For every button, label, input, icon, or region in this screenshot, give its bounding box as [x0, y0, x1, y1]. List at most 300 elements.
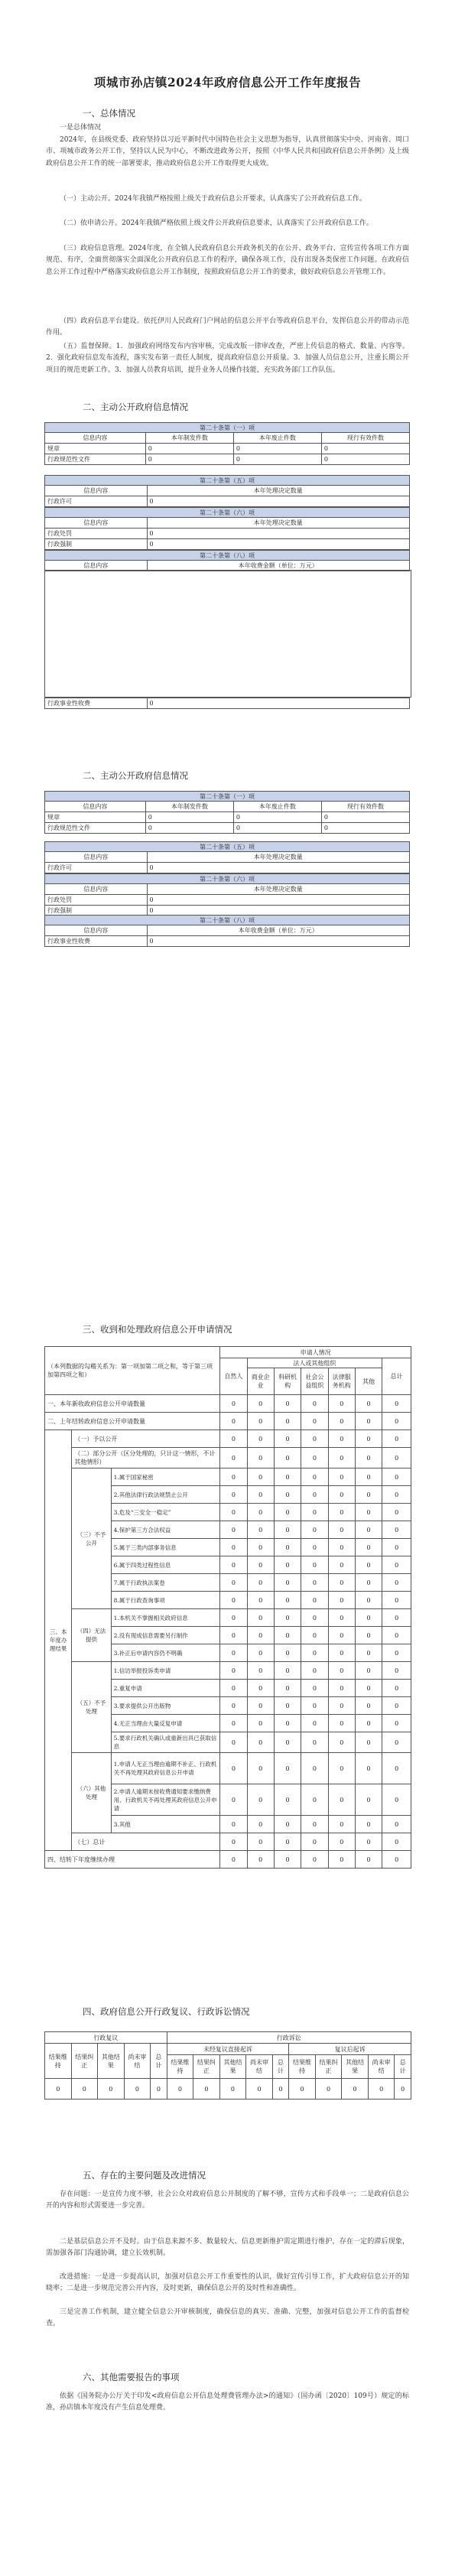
disclosure-table-permits-2: [44, 841, 410, 873]
cell: 0: [220, 1680, 247, 1697]
table-row: [45, 1662, 411, 1680]
cell: 0: [145, 454, 233, 465]
cell: 0: [382, 1816, 411, 1833]
cell: 0: [233, 444, 321, 454]
cell: 0: [247, 1469, 274, 1486]
cell: 0: [147, 539, 409, 550]
col-header: 信息内容: [45, 802, 146, 812]
section1-heading: 一、总体情况: [83, 108, 135, 119]
cell: 0: [328, 1784, 355, 1816]
table-band: 第二十条第（六）项: [45, 508, 410, 518]
cell: 0: [247, 1448, 274, 1469]
section1-para-2: （一）主动公开。2024年我镇严格按照上级关于政府信息公开要求，认真落实了公开政府信息工作。: [60, 195, 366, 203]
cell: 0: [274, 1680, 301, 1697]
table-band: 第二十条第（六）项: [45, 874, 410, 884]
cell: 0: [220, 1539, 247, 1556]
table-caption: （本列数据的勾稽关系为：第一项加第二项之和，等于第三项加第四项之和）: [45, 1347, 220, 1395]
cell: 0: [220, 1627, 247, 1644]
cell: 0: [220, 1395, 247, 1413]
cell: 0: [247, 1556, 274, 1574]
group-label: （六）其他处理: [72, 1753, 111, 1833]
row-label: 3.补正后申请内容仍不明确: [111, 1644, 220, 1662]
cell: 0: [246, 2079, 273, 2100]
disclosure-table-fees-2: [44, 915, 410, 947]
cell: 0: [247, 1486, 274, 1504]
cell: 0: [355, 1395, 382, 1413]
cell: 0: [355, 1851, 382, 1869]
cell: 0: [355, 1469, 382, 1486]
row-label: 行政事业性收费: [45, 698, 148, 709]
section6-heading: 六、其他需要报告的事项: [83, 2372, 180, 2382]
cell: 0: [355, 1753, 382, 1784]
cell: 0: [301, 1395, 328, 1413]
cell: 0: [355, 1784, 382, 1816]
col-header: 结果维持: [289, 2055, 316, 2079]
col-header: 本年收费金额（单位：万元）: [147, 561, 409, 571]
row-label: 四、结转下年度继续办理: [45, 1851, 220, 1869]
cell: 0: [328, 1469, 355, 1486]
cell: 0: [355, 1816, 382, 1833]
col-header: 信息内容: [45, 518, 148, 529]
cell: 0: [220, 1697, 247, 1715]
cell: 0: [301, 1680, 328, 1697]
disclosure-table-fees-row: [44, 698, 410, 709]
cell: 0: [247, 1627, 274, 1644]
cell: 0: [274, 1556, 301, 1574]
table-row: [45, 1413, 411, 1430]
cell: 0: [301, 1627, 328, 1644]
cell: 0: [145, 812, 233, 823]
cell: 0: [382, 1486, 411, 1504]
cell: 0: [45, 2079, 72, 2100]
cell: 0: [301, 1662, 328, 1680]
row-label: 3.危及“三安全一稳定”: [111, 1504, 220, 1521]
col-header: 其他结果: [342, 2055, 369, 2079]
cell: 0: [145, 823, 233, 834]
cell: 0: [220, 1851, 247, 1869]
cell: 0: [301, 1448, 328, 1469]
cell: 0: [355, 1662, 382, 1680]
cell: 0: [247, 1592, 274, 1609]
section5-para-1: 二是基层信息公开不及时。由于信息来源不多、数量较大、信息更新维护需定期进行维护，存在一定的滞后现象，需加强各部门沟通协调，建立长效机制。: [46, 2238, 409, 2258]
cell: 0: [274, 1715, 301, 1732]
cell: 0: [193, 2079, 220, 2100]
group-label: （四）无法提供: [72, 1609, 111, 1662]
col-header: 结果纠正: [193, 2055, 220, 2079]
row-label: 5.属于三类内部事务信息: [111, 1539, 220, 1556]
row-label: （二）部分公开（区分处理的，只计这一情形，不计其他情形）: [72, 1448, 220, 1469]
sub-header: 法人或其他组织: [247, 1358, 382, 1368]
col-header: 信息内容: [45, 852, 148, 863]
cell: 0: [274, 1697, 301, 1715]
row-label: 2.其他法律行政法规禁止公开: [111, 1486, 220, 1504]
cell: 0: [301, 1609, 328, 1627]
section2-heading: 二、主动公开政府信息情况: [83, 402, 188, 412]
cell: 0: [382, 1697, 411, 1715]
cell: 0: [274, 1662, 301, 1680]
section1-para-4: （三）政府信息管理。2024年度，在全镇人民政府信息公开政务机关的在公开、政务平台、宣传宣传各项工作方面规范、有序，全面贯彻落实全面深化公开政府信息工作的程序，确保各项工作，没有出现各类保密工作问题。在政府信息公开工作过程中严格落实政府信息公开工作制度，按照政府信息公开工作的要求，做好政府信息公开管理工作。: [46, 245, 409, 276]
cell: 0: [147, 496, 409, 507]
cell: 0: [368, 2079, 395, 2100]
row-label: 3.其他: [111, 1816, 220, 1833]
cell: 0: [301, 1521, 328, 1539]
row-label: （一）予以公开: [72, 1430, 220, 1448]
cell: 0: [328, 1504, 355, 1521]
cell: 0: [220, 1556, 247, 1574]
cell: 0: [315, 2079, 342, 2100]
table-band: 第二十条第（一）项: [45, 792, 410, 802]
disclosure-table-regulations: [44, 422, 410, 465]
blank-area: [44, 570, 411, 698]
col-header: 自然人: [220, 1358, 247, 1395]
row-label: 2.申请人逾期未按收费通知要求缴纳费用、行政机关不再处理其政府信息公开申请: [111, 1784, 220, 1816]
cell: 0: [274, 1448, 301, 1469]
row-label: 行政规范性文件: [45, 454, 146, 465]
results-label: 三、本年度办理结果: [45, 1430, 72, 1851]
row-label: 行政强制: [45, 539, 148, 550]
row-label: 1.信访举报投诉类申请: [111, 1662, 220, 1680]
row-label: （七）总计: [72, 1833, 220, 1851]
cell: 0: [355, 1697, 382, 1715]
cell: 0: [272, 2079, 289, 2100]
col-header: 社会公益组织: [301, 1368, 328, 1395]
cell: 0: [274, 1413, 301, 1430]
col-header: 尚未审结: [246, 2055, 273, 2079]
cell: 0: [98, 2079, 125, 2100]
section1-para-0: 一是总体情况: [60, 124, 102, 132]
col-header: 总计: [395, 2055, 411, 2079]
table-row: [45, 1448, 411, 1469]
row-label: 4.无正当理由大量反复申请: [111, 1715, 220, 1732]
cell: 0: [220, 1609, 247, 1627]
cell: 0: [247, 1816, 274, 1833]
cell: 0: [247, 1732, 274, 1753]
cell: 0: [220, 1753, 247, 1784]
col-header: 本年制发件数: [145, 802, 233, 812]
table-row: [45, 1833, 411, 1851]
review-header: 行政复议: [45, 2032, 167, 2044]
cell: 0: [382, 1574, 411, 1592]
cell: 0: [301, 1732, 328, 1753]
cell: 0: [328, 1753, 355, 1784]
table-band: 第二十条第（八）项: [45, 916, 410, 925]
cell: 0: [328, 1395, 355, 1413]
cell: 0: [220, 1732, 247, 1753]
cell: 0: [382, 1680, 411, 1697]
disclosure-table-regulations-2: [44, 791, 410, 834]
section1-para-6: （五）监督保障。1．加强政府网络发布内容审核，完成改版一律审改查，严密上传信息的格式、数量、内容等。2．强化政府信息发布流程，落实发布第一责任人制度，提高政府信息公开质量。3．加强人员信息公开，注重长期公开项目的规范更新工作。3．加强人员教育培训，提升业务人员操作技能，充实政务部门工作队伍。: [46, 343, 409, 374]
cell: 0: [328, 1816, 355, 1833]
cell: 0: [355, 1732, 382, 1753]
section4-heading: 四、政府信息公开行政复议、行政诉讼情况: [83, 2006, 250, 2017]
row-label: 行政许可: [45, 496, 148, 507]
cell: 0: [147, 936, 409, 947]
cell: 0: [247, 1851, 274, 1869]
col-header: 结果维持: [167, 2055, 193, 2079]
col-header: 现行有效件数: [321, 433, 409, 444]
cell: 0: [247, 1574, 274, 1592]
cell: 0: [328, 1556, 355, 1574]
cell: 0: [247, 1644, 274, 1662]
section5-para-3: 三是完善工作机制，建立健全信息公开审核制度，确保信息的真实、准确、完整，加强对信息公开工作的监督检查。: [46, 2308, 409, 2328]
cell: 0: [247, 1753, 274, 1784]
cell: 0: [355, 1627, 382, 1644]
cell: 0: [151, 2079, 167, 2100]
cell: 0: [355, 1715, 382, 1732]
cell: 0: [382, 1833, 411, 1851]
cell: 0: [382, 1644, 411, 1662]
section5-para-0: 存在问题：一是宣传力度不够，社会公众对政府信息公开制度的了解不够，宣传方式和手段单一；二是政府信息公开的内容和形式需要进一步完善。: [46, 2191, 409, 2210]
direct-header: 未经复议直接起诉: [167, 2044, 289, 2055]
col-header: 信息内容: [45, 486, 148, 496]
cell: 0: [220, 1592, 247, 1609]
row-label: 2.重复申请: [111, 1680, 220, 1697]
row-label: 1.属于国家秘密: [111, 1469, 220, 1486]
report-title: 项城市孙店镇2024年政府信息公开工作年度报告: [93, 75, 362, 89]
lawsuit-header: 行政诉讼: [167, 2032, 411, 2044]
row-label: 行政处罚: [45, 895, 148, 906]
cell: 0: [274, 1833, 301, 1851]
cell: 0: [382, 1732, 411, 1753]
cell: 0: [220, 1521, 247, 1539]
cell: 0: [274, 1395, 301, 1413]
row-label: 行政强制: [45, 906, 148, 916]
cell: 0: [328, 1732, 355, 1753]
cell: 0: [321, 823, 409, 834]
cell: 0: [220, 1644, 247, 1662]
cell: 0: [382, 1539, 411, 1556]
section2b-heading: 二、主动公开政府信息情况: [83, 770, 188, 781]
col-header: 法律服务机构: [328, 1368, 355, 1395]
cell: 0: [274, 1539, 301, 1556]
cell: 0: [247, 1430, 274, 1448]
table-row: [45, 1609, 411, 1627]
cell: 0: [274, 1504, 301, 1521]
cell: 0: [382, 1662, 411, 1680]
col-header: 本年废止件数: [233, 433, 321, 444]
col-header: 科研机构: [274, 1368, 301, 1395]
applications-table: [44, 1346, 411, 1869]
disclosure-table-permits: [44, 475, 410, 507]
row-label: 行政许可: [45, 863, 148, 873]
cell: 0: [301, 1816, 328, 1833]
cell: 0: [382, 1609, 411, 1627]
cell: 0: [274, 1627, 301, 1644]
review-lawsuit-table: [44, 2031, 411, 2100]
cell: 0: [355, 1592, 382, 1609]
cell: 0: [274, 1486, 301, 1504]
cell: 0: [247, 1784, 274, 1816]
col-header: 结果维持: [45, 2044, 72, 2079]
cell: 0: [382, 1469, 411, 1486]
col-header: 其他: [355, 1368, 382, 1395]
table-row: [45, 1753, 411, 1784]
cell: 0: [301, 1592, 328, 1609]
col-header: 总计: [272, 2055, 289, 2079]
table-band: 第二十条第（八）项: [45, 551, 410, 561]
cell: 0: [355, 1833, 382, 1851]
cell: 0: [301, 1851, 328, 1869]
cell: 0: [382, 1753, 411, 1784]
row-label: 3.要求提供公开出版物: [111, 1697, 220, 1715]
section1-para-3: （二）依申请公开。2024年我镇严格依照上级文件公开政府信息要求，认真落实了公开政府信息工作。: [60, 220, 373, 227]
disclosure-table-fees: [44, 550, 410, 571]
cell: 0: [220, 1715, 247, 1732]
cell: 0: [274, 1784, 301, 1816]
cell: 0: [220, 1574, 247, 1592]
cell: 0: [219, 2079, 246, 2100]
cell: 0: [355, 1574, 382, 1592]
cell: 0: [321, 454, 409, 465]
cell: 0: [274, 1816, 301, 1833]
cell: 0: [328, 1627, 355, 1644]
col-header: 总计: [382, 1358, 411, 1395]
col-header: 结果纠正: [71, 2044, 98, 2079]
cell: 0: [382, 1715, 411, 1732]
cell: 0: [328, 1574, 355, 1592]
cell: 0: [247, 1609, 274, 1627]
col-header: 本年处理决定数量: [147, 486, 409, 496]
table-row: [45, 1430, 411, 1448]
section5-heading: 五、存在的主要问题及改进情况: [83, 2170, 206, 2181]
cell: 0: [247, 1680, 274, 1697]
section3-heading: 三、收到和处理政府信息公开申请情况: [83, 1324, 232, 1335]
col-header: 信息内容: [45, 884, 148, 895]
row-label: 1.申请人无正当理由逾期不补正、行政机关不再处理其政府信息公开申请: [111, 1753, 220, 1784]
cell: 0: [220, 1413, 247, 1430]
cell: 0: [147, 698, 409, 709]
cell: 0: [247, 1395, 274, 1413]
cell: 0: [328, 1680, 355, 1697]
row-label: 5.要求行政机关确认或重新出具已获取信息: [111, 1732, 220, 1753]
cell: 0: [328, 1851, 355, 1869]
cell: 0: [321, 812, 409, 823]
cell: 0: [301, 1644, 328, 1662]
cell: 0: [247, 1504, 274, 1521]
cell: 0: [301, 1469, 328, 1486]
cell: 0: [355, 1486, 382, 1504]
row-label: 行政规范性文件: [45, 823, 146, 834]
cell: 0: [233, 454, 321, 465]
cell: 0: [355, 1609, 382, 1627]
cell: 0: [301, 1556, 328, 1574]
row-label: 4.保护第三方合法权益: [111, 1521, 220, 1539]
cell: 0: [274, 1469, 301, 1486]
cell: 0: [382, 1413, 411, 1430]
section1-para-5: （四）政府信息平台建设。依托伊川人民政府门户网站的信息公开平台等政府信息平台，发挥信息公开的带动示范作用。: [46, 317, 409, 337]
cell: 0: [274, 1732, 301, 1753]
col-header: 本年制发件数: [145, 433, 233, 444]
cell: 0: [321, 444, 409, 454]
cell: 0: [328, 1662, 355, 1680]
cell: 0: [145, 444, 233, 454]
col-header: 商业企业: [247, 1368, 274, 1395]
row-label: 行政处罚: [45, 529, 148, 539]
section5-para-2: 改进措施：一是进一步提高认识，加强对信息公开工作重要性的认识，做好宣传引导工作，扩大政府信息公开的知晓率；二是进一步规范完善公开内容，及时更新，确保信息公开的及时性和准确性。: [46, 2273, 409, 2293]
col-header: 本年废止件数: [233, 802, 321, 812]
col-header: 本年收费金额（单位：万元）: [147, 925, 409, 936]
row-label: 7.属于行政执法案卷: [111, 1574, 220, 1592]
cell: 0: [328, 1430, 355, 1448]
cell: 0: [301, 1784, 328, 1816]
cell: 0: [247, 1521, 274, 1539]
col-header: 总计: [151, 2044, 167, 2079]
col-header: 其他结果: [98, 2044, 125, 2079]
cell: 0: [220, 1469, 247, 1486]
cell: 0: [233, 812, 321, 823]
cell: 0: [274, 1753, 301, 1784]
cell: 0: [382, 1395, 411, 1413]
cell: 0: [147, 863, 409, 873]
table-band: 第二十条第（一）项: [45, 423, 410, 433]
cell: 0: [247, 1539, 274, 1556]
cell: 0: [301, 1833, 328, 1851]
cell: 0: [274, 1521, 301, 1539]
col-header: 信息内容: [45, 925, 148, 936]
cell: 0: [301, 1504, 328, 1521]
cell: 0: [247, 1697, 274, 1715]
cell: 0: [328, 1715, 355, 1732]
cell: 0: [382, 1504, 411, 1521]
cell: 0: [301, 1413, 328, 1430]
cell: 0: [220, 1448, 247, 1469]
cell: 0: [382, 1592, 411, 1609]
cell: 0: [355, 1556, 382, 1574]
group-label: （三）不予公开: [72, 1469, 111, 1609]
cell: 0: [147, 529, 409, 539]
row-label: 8.属于行政查询事项: [111, 1592, 220, 1609]
cell: 0: [289, 2079, 316, 2100]
cell: 0: [301, 1753, 328, 1784]
cell: 0: [124, 2079, 151, 2100]
cell: 0: [220, 1430, 247, 1448]
cell: 0: [274, 1574, 301, 1592]
cell: 0: [395, 2079, 411, 2100]
section1-para-1: 2024年，在县级党委、政府坚持以习近平新时代中国特色社会主义思想为指导，认真贯彻落实中央、河南省、周口市、项城市政务公开工作，坚持以人民为中心，不断改进政务公开，按照《中华人民共和国政府信息公开条例》及上级政府信息公开工作的统一部署要求，推动政府信息公开工作取得更大成效。: [46, 136, 409, 168]
cell: 0: [274, 1644, 301, 1662]
cell: 0: [355, 1521, 382, 1539]
cell: 0: [301, 1539, 328, 1556]
cell: 0: [247, 1413, 274, 1430]
cell: 0: [71, 2079, 98, 2100]
cell: 0: [355, 1504, 382, 1521]
cell: 0: [247, 1833, 274, 1851]
row-label: 6.属于四类过程性信息: [111, 1556, 220, 1574]
cell: 0: [220, 1662, 247, 1680]
cell: 0: [355, 1448, 382, 1469]
cell: 0: [328, 1413, 355, 1430]
cell: 0: [382, 1430, 411, 1448]
cell: 0: [355, 1539, 382, 1556]
cell: 0: [233, 823, 321, 834]
cell: 0: [355, 1430, 382, 1448]
cell: 0: [355, 1680, 382, 1697]
cell: 0: [247, 1662, 274, 1680]
cell: 0: [274, 1609, 301, 1627]
col-header: 本年处理决定数量: [147, 884, 409, 895]
cell: 0: [382, 1448, 411, 1469]
table-row: [45, 1469, 411, 1486]
col-header: 信息内容: [45, 433, 146, 444]
col-header: 其他结果: [219, 2055, 246, 2079]
cell: 0: [382, 1627, 411, 1644]
row-label: 一、本年新收政府信息公开申请数量: [45, 1395, 220, 1413]
cell: 0: [301, 1430, 328, 1448]
cell: 0: [382, 1521, 411, 1539]
row-label: 2.没有现成信息需要另行制作: [111, 1627, 220, 1644]
row-label: 规章: [45, 812, 146, 823]
cell: 0: [328, 1539, 355, 1556]
